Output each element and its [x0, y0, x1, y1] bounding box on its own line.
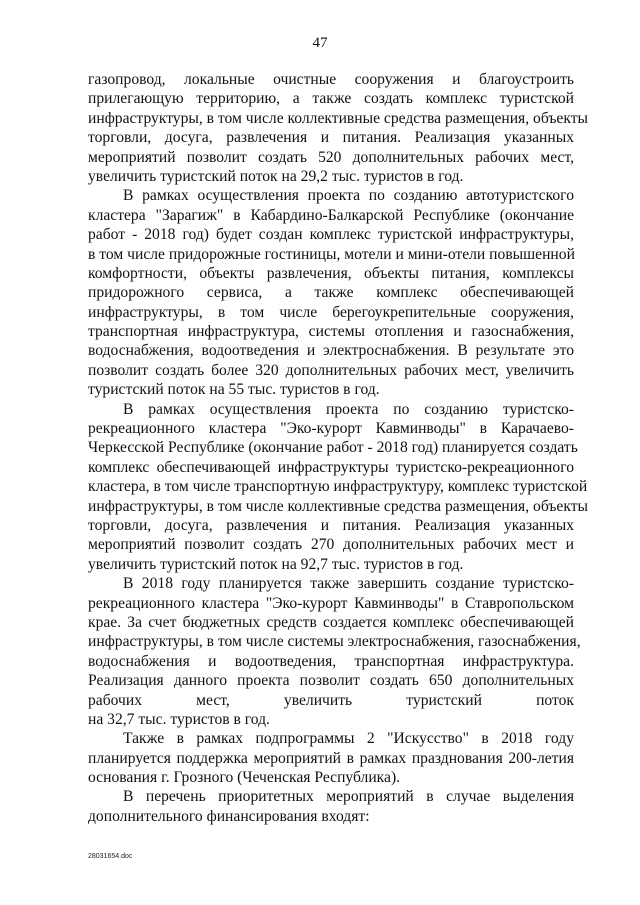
paragraph	[88, 70, 589, 186]
paragraph-line: В рамках осуществления проекта по созданию туристско-	[123, 400, 574, 418]
paragraph-line: позволит создать более 320 дополнительных рабочих мест, увеличить	[88, 361, 574, 379]
paragraph-line: крае. За счет бюджетных средств создается комплекс обеспечивающей	[88, 613, 574, 631]
paragraph-line: туристский поток на 55 тыс. туристов в год.	[88, 381, 380, 399]
paragraph-line: работ - 2018 год) будет создан комплекс туристской инфраструктуры,	[88, 226, 574, 244]
paragraph-line: мероприятий позволит создать 520 дополнительных рабочих мест,	[88, 148, 574, 166]
paragraph-line: инфраструктуры, в том числе коллективные средства размещения, объекты	[88, 109, 589, 127]
paragraph-line: планируется поддержка мероприятий в рамках празднования 200-летия	[88, 749, 574, 767]
paragraph-line: торговли, досуга, развлечения и питания. Реализация указанных	[88, 129, 574, 147]
document-body	[88, 70, 589, 826]
paragraph-line: рекреационного кластера "Эко-курорт Кавминводы" в Ставропольском	[88, 594, 574, 612]
page-number: 47	[312, 35, 328, 51]
paragraph-line: увеличить туристский поток на 29,2 тыс. туристов в год.	[88, 167, 464, 185]
paragraph-line: Также в рамках подпрограммы 2 "Искусство" в 2018 году	[123, 730, 574, 748]
paragraph-line: прилегающую территорию, а также создать комплекс туристской	[88, 90, 574, 108]
paragraph-line: Черкесской Республике (окончание работ - 2018 год) планируется создать	[88, 439, 578, 457]
footer-filename: 28031654.doc	[88, 853, 133, 860]
paragraph-line: водоснабжения, водоотведения и электроснабжения. В результате это	[88, 342, 574, 360]
paragraph-line: В 2018 году планируется также завершить создание туристско-	[123, 575, 574, 593]
paragraph-line: транспортная инфраструктура, системы отопления и газоснабжения,	[88, 323, 574, 341]
paragraph-line: водоснабжения и водоотведения, транспортная инфраструктура.	[88, 652, 574, 670]
paragraph-line: комплекс обеспечивающей инфраструктуры туристско-рекреационного	[88, 458, 574, 476]
paragraph-line: кластера, в том числе транспортную инфраструктуру, комплекс туристской	[88, 478, 588, 496]
paragraph-line: рабочих мест, увеличить туристский поток	[88, 691, 574, 709]
paragraph-line: придорожного сервиса, а также комплекс обеспечивающей	[88, 284, 574, 302]
paragraph-line: рекреационного кластера "Эко-курорт Кавминводы" в Карачаево-	[88, 420, 574, 438]
paragraph-line: инфраструктуры, в том числе коллективные средства размещения, объекты	[88, 497, 589, 515]
paragraph-line: инфраструктуры, в том числе берегоукрепительные сооружения,	[88, 303, 574, 321]
paragraph-line: мероприятий позволит создать 270 дополнительных рабочих мест и	[88, 536, 574, 554]
paragraph	[88, 400, 589, 575]
paragraph-line: торговли, досуга, развлечения и питания. Реализация указанных	[88, 516, 574, 534]
paragraph	[88, 574, 581, 729]
paragraph-line: в том числе придорожные гостиницы, мотели и мини-отели повышенной	[88, 245, 575, 263]
paragraph-line: В перечень приоритетных мероприятий в случае выделения	[123, 788, 574, 806]
paragraph-line: кластера "Зарагиж" в Кабардино-Балкарской Республике (окончание	[88, 206, 574, 224]
paragraph	[88, 186, 574, 399]
paragraph-line: газопровод, локальные очистные сооружения и благоустроить	[88, 71, 574, 88]
paragraph-line: Реализация данного проекта позволит создать 650 дополнительных	[88, 672, 574, 690]
paragraph-line: на 32,7 тыс. туристов в год.	[88, 710, 270, 728]
paragraph	[88, 787, 574, 826]
paragraph-line: инфраструктуры, в том числе системы электроснабжения, газоснабжения,	[88, 633, 581, 651]
paragraph-line: основания г. Грозного (Чеченская Республика).	[88, 769, 401, 787]
paragraph	[88, 729, 574, 787]
paragraph-line: В рамках осуществления проекта по созданию автотуристского	[123, 187, 574, 205]
paragraph-line: дополнительного финансирования входят:	[88, 807, 370, 825]
paragraph-line: увеличить туристский поток на 92,7 тыс. туристов в год.	[88, 555, 464, 573]
paragraph-line: комфортности, объекты развлечения, объекты питания, комплексы	[88, 264, 574, 282]
